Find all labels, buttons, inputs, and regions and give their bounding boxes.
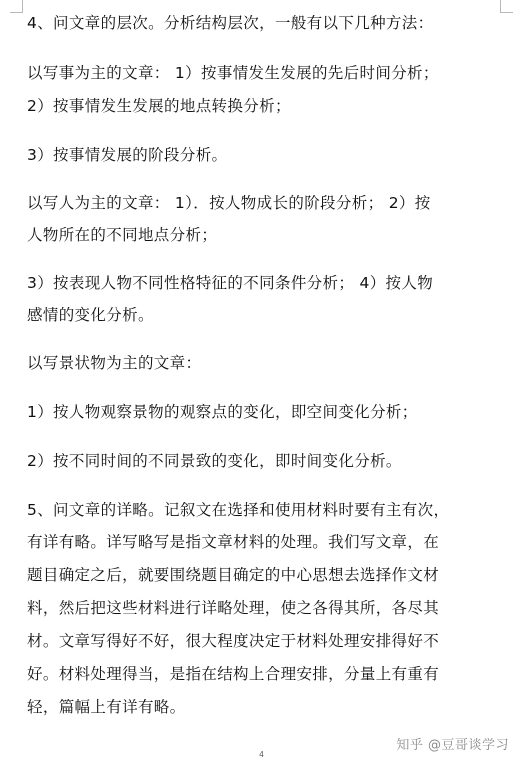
paragraph-line: 感情的变化分析。 [27, 306, 154, 324]
paragraph-line: 2）按事情发生发展的地点转换分析； [27, 97, 291, 115]
paragraph-line: 好。材料处理得当，是指在结构上合理安排，分量上有重有 [27, 665, 440, 683]
paragraph-line: 人物所在的不同地点分析； [27, 226, 218, 244]
paragraph-line: 4、问文章的层次。分析结构层次，一般有以下几种方法： [27, 14, 434, 32]
paragraph-line: 2）按不同时间的不同景致的变化，即时间变化分析。 [27, 452, 402, 470]
paragraph-line: 有详有略。详写略写是指文章材料的处理。我们写文章，在 [27, 533, 440, 551]
paragraph-line: 3）按表现人物不同性格特征的不同条件分析； 4）按人物 [27, 274, 434, 292]
paragraph-line: 1）按人物观察景物的观察点的变化，即空间变化分析； [27, 403, 418, 421]
paragraph-line: 题目确定之后，就要围绕题目确定的中心思想去选择作文材 [27, 566, 440, 584]
paragraph-line: 以写景状物为主的文章： [27, 354, 202, 372]
paragraph-line: 5、问文章的详略。记叙文在选择和使用材料时要有主有次， [27, 501, 450, 519]
paragraph-line: 3）按事情发展的阶段分析。 [27, 146, 228, 164]
page-corner-mark-top-right [500, 0, 513, 13]
paragraph-line: 以写人为主的文章： 1）．按人物成长的阶段分析； 2）按 [27, 194, 431, 212]
paragraph-line: 材。文章写得好不好，很大程度决定于材料处理安排得好不 [27, 632, 440, 650]
paragraph-line: 以写事为主的文章： 1）按事情发生发展的先后时间分析； [27, 64, 439, 82]
paragraph-line: 轻，篇幅上有详有略。 [27, 698, 186, 716]
zhihu-watermark: 知乎 @豆哥谈学习 [396, 738, 509, 753]
page-corner-mark-top-left [10, 0, 23, 13]
page-number: 4 [259, 750, 264, 759]
paragraph-line: 料，然后把这些材料进行详略处理，使之各得其所，各尽其 [27, 599, 440, 617]
